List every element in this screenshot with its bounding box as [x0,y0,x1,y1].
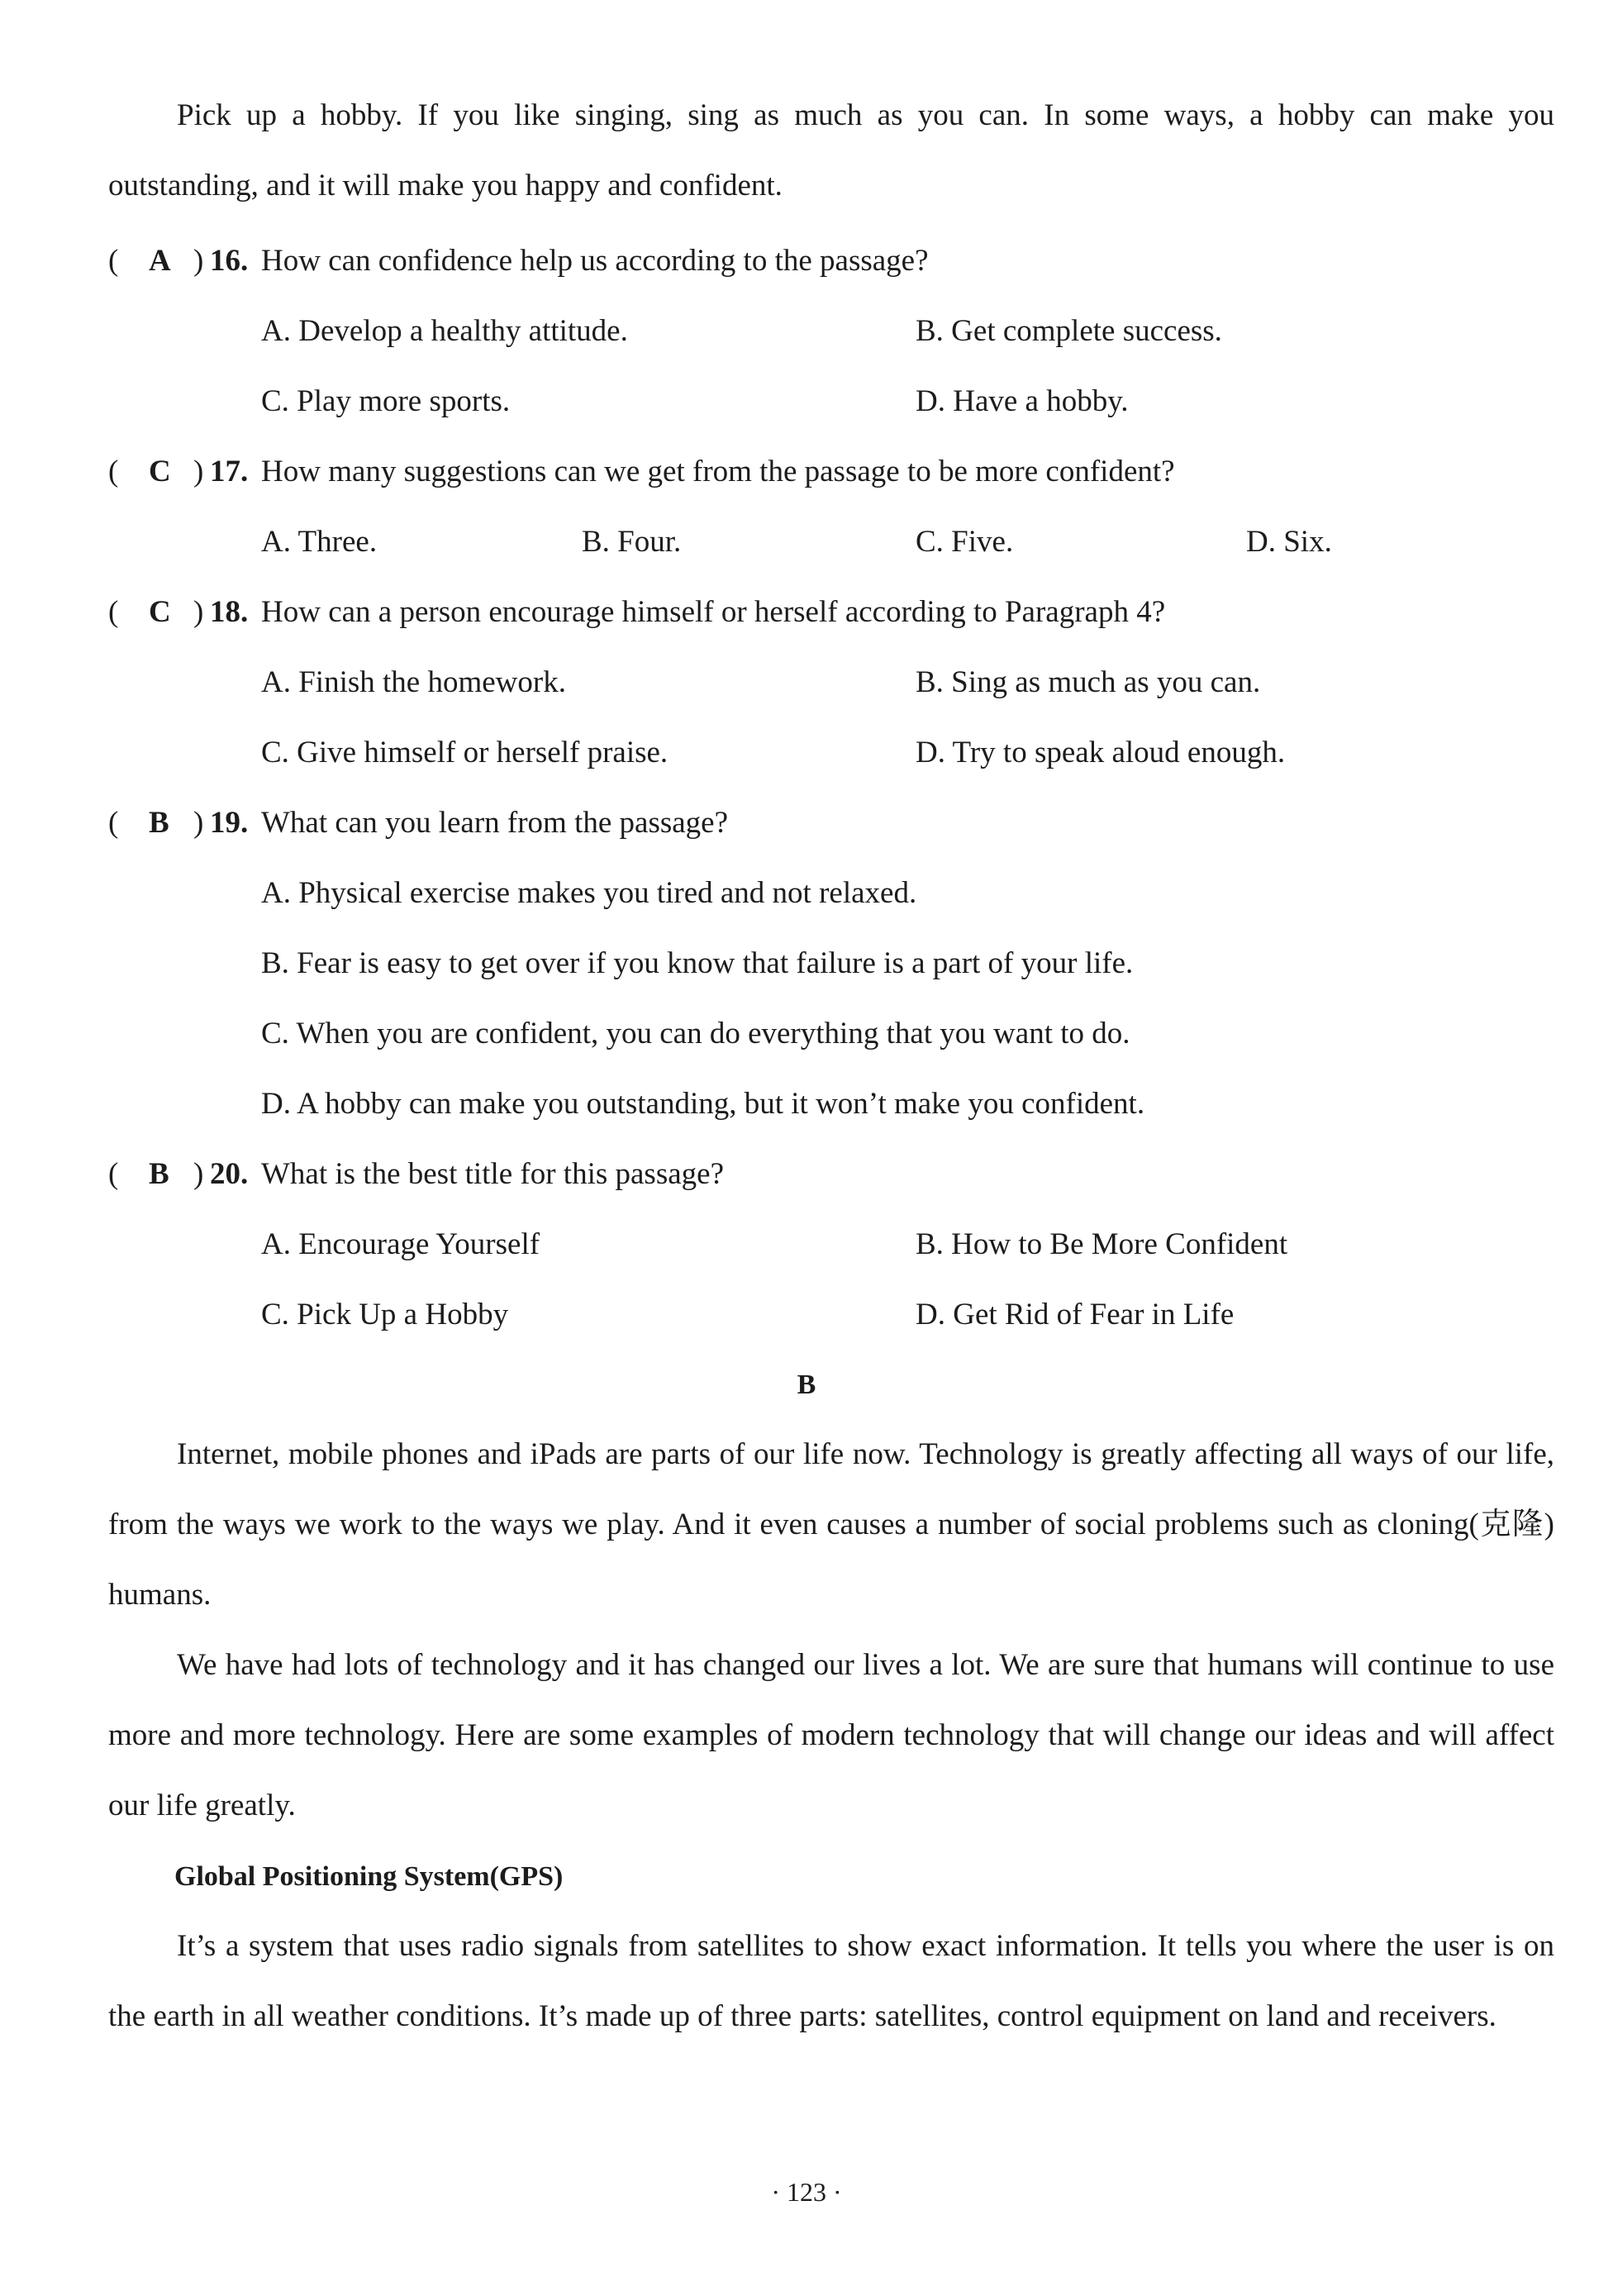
gps-subheading: Global Positioning System(GPS) [174,1861,564,1892]
answer-paren-close: ) [193,806,204,840]
question-19-option-a: A. Physical exercise makes you tired and not relaxed. [261,876,917,910]
question-18-option-a: A. Finish the homework. [261,665,566,699]
question-18-option-b: B. Sing as much as you can. [916,665,1261,699]
answer-paren-open: ( [108,806,119,840]
answer-paren-open: ( [108,595,119,629]
question-18-number: 18. [210,595,249,629]
question-16-option-b: B. Get complete success. [916,314,1222,348]
question-17-option-b: B. Four. [582,525,682,559]
answer-paren-open: ( [108,244,119,278]
question-20-option-d: D. Get Rid of Fear in Life [916,1298,1235,1331]
question-16-option-d: D. Have a hobby. [916,384,1129,418]
passage-a-closing-paragraph: Pick up a hobby. If you like singing, sing as much as you can. In some ways, a hobby can make you outstanding, and it will make you happy and confident. [108,98,1554,202]
answer-paren-close: ) [193,1157,204,1191]
question-20-option-c: C. Pick Up a Hobby [261,1298,509,1331]
question-16-text: How can confidence help us according to the passage? [261,244,929,278]
question-19-number: 19. [210,806,249,840]
question-17-option-d: D. Six. [1246,525,1332,559]
answer-paren-open: ( [108,455,119,488]
page-number: · 123 · [771,2177,842,2207]
answer-paren-close: ) [193,455,204,488]
question-17-text: How many suggestions can we get from the passage to be more confident? [261,455,1175,488]
section-b-paragraph-1: Internet, mobile phones and iPads are parts of our life now. Technology is greatly affecting all ways of our life, from the ways we work to the ways we play. And it even causes a number of social problems such as cloning(克隆) humans. [108,1437,1554,1612]
question-20-text: What is the best title for this passage? [261,1157,724,1191]
question-17-number: 17. [210,455,249,488]
answer-paren-close: ) [193,595,204,629]
answer-16: A [149,244,171,278]
question-19-option-d: D. A hobby can make you outstanding, but it won’t make you confident. [261,1087,1145,1121]
question-18-text: How can a person encourage himself or herself according to Paragraph 4? [261,595,1166,629]
question-20-option-b: B. How to Be More Confident [916,1227,1288,1261]
question-20-number: 20. [210,1157,249,1191]
answer-paren-open: ( [108,1157,119,1191]
answer-paren-close: ) [193,244,204,278]
question-16-option-a: A. Develop a healthy attitude. [261,314,628,348]
question-18-option-c: C. Give himself or herself praise. [261,736,669,769]
answer-18: C [149,595,171,629]
answer-20: B [149,1157,169,1191]
section-b-paragraph-3: It’s a system that uses radio signals from satellites to show exact information. It tells you where the user is on the earth in all weather conditions. It’s made up of three parts: satellites, control equipment on land and receivers. [108,1929,1554,2033]
question-17-option-a: A. Three. [261,525,378,559]
question-16-number: 16. [210,244,249,278]
question-18-option-d: D. Try to speak aloud enough. [916,736,1286,769]
question-16-option-c: C. Play more sports. [261,384,511,418]
question-19-option-c: C. When you are confident, you can do everything that you want to do. [261,1017,1130,1050]
question-19-option-b: B. Fear is easy to get over if you know that failure is a part of your life. [261,946,1134,980]
answer-19: B [149,806,169,840]
section-b-heading: B [797,1370,816,1400]
section-b-paragraph-2: We have had lots of technology and it has changed our lives a lot. We are sure that humans will continue to use more and more technology. Here are some examples of modern technology that will change our ideas and will affect our life greatly. [108,1648,1554,1822]
question-20-option-a: A. Encourage Yourself [261,1227,540,1261]
question-17-option-c: C. Five. [916,525,1014,559]
question-19-text: What can you learn from the passage? [261,806,729,840]
answer-17: C [149,455,171,488]
